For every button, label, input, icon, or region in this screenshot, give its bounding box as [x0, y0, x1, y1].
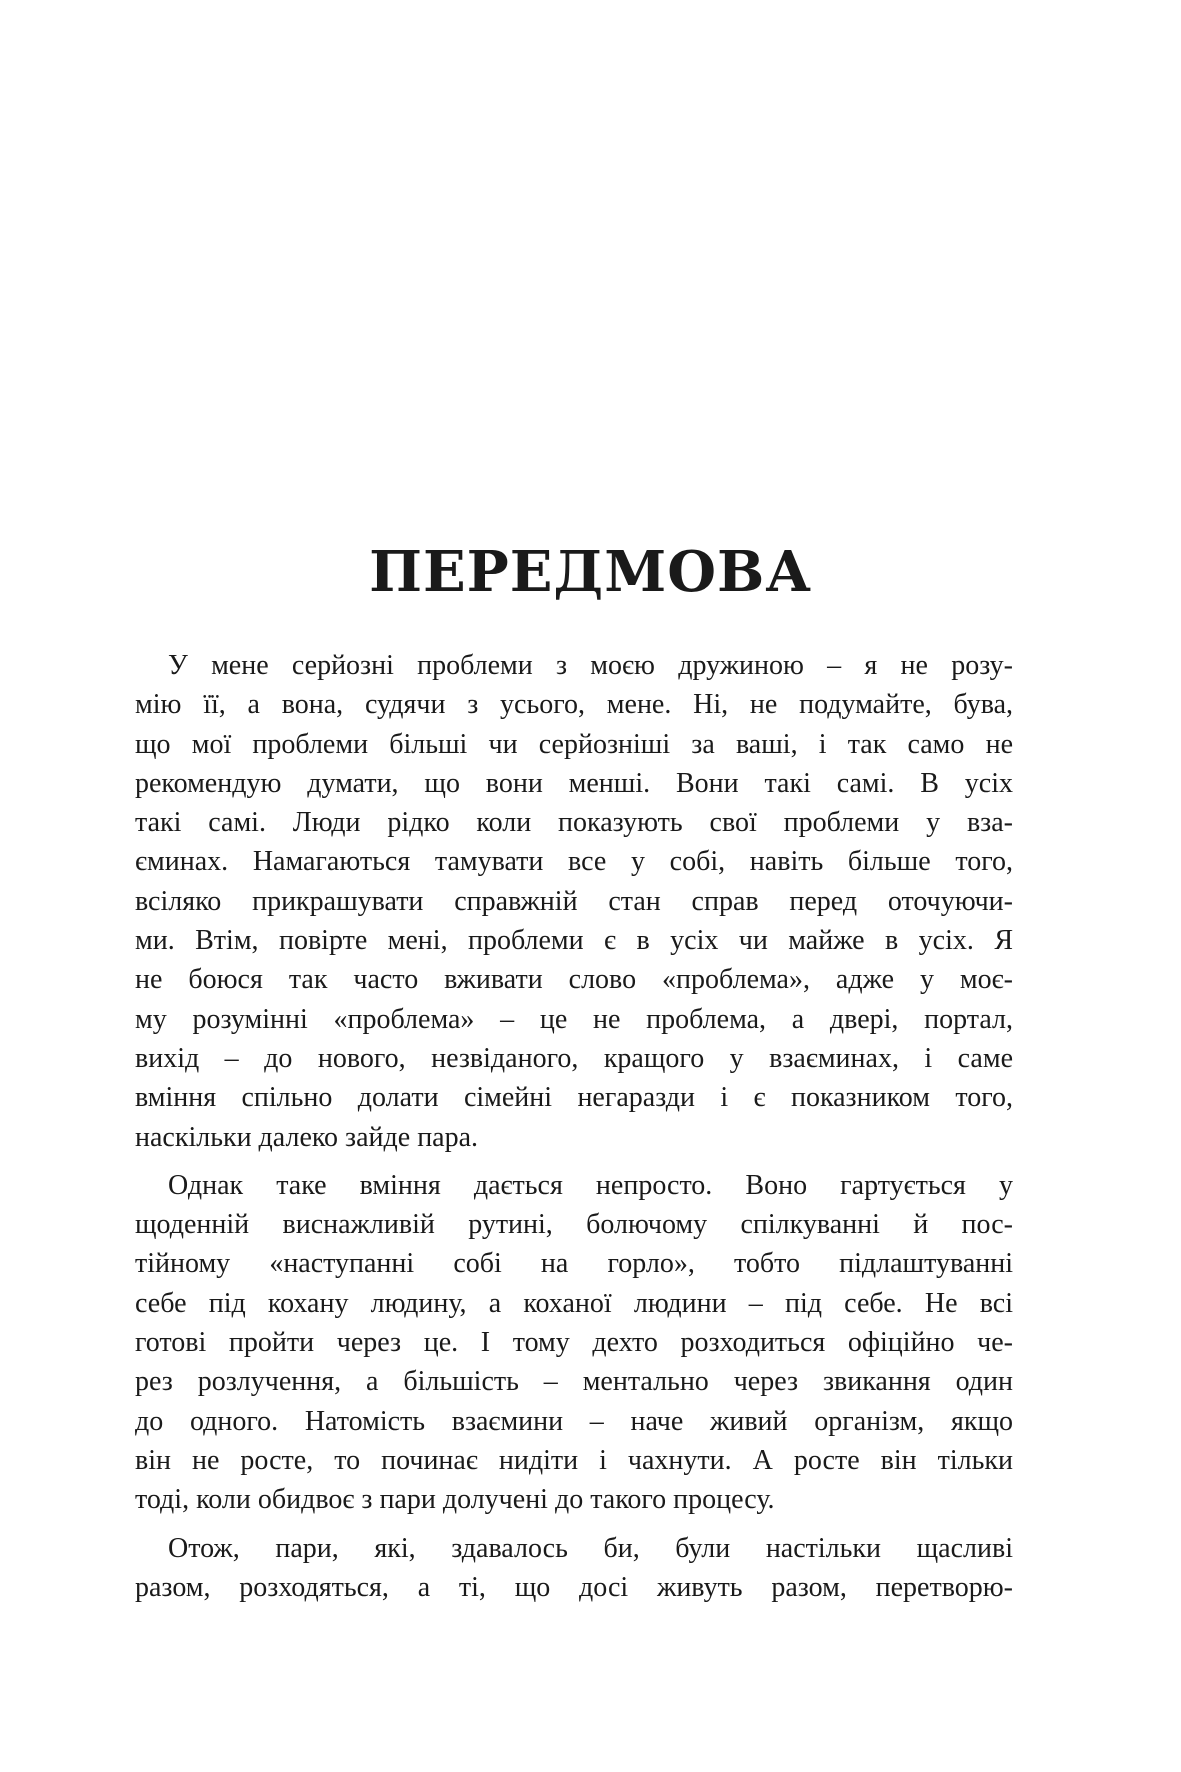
text-line: він не росте, то починає нидіти і чахнути. А росте він тільки: [135, 1444, 1013, 1476]
text-line: Отож, пари, які, здавалось би, були настільки щасливі: [168, 1532, 1013, 1564]
body-text: [135, 646, 1013, 1607]
text-line: ми. Втім, повірте мені, проблеми є в усіх чи майже в усіх. Я: [135, 925, 1013, 957]
text-line: єминах. Намагаються тамувати все у собі, навіть більше того,: [135, 846, 1013, 878]
text-line: Однак таке вміння дається непросто. Воно гартується у: [168, 1169, 1013, 1201]
text-line: му розумінні «проблема» – це не проблема, а двері, портал,: [135, 1003, 1013, 1035]
text-line: до одного. Натомість взаємини – наче живий організм, якщо: [135, 1405, 1013, 1437]
paragraph-1: [135, 646, 1013, 1157]
chapter-title: ПЕРЕДМОВА: [369, 539, 812, 605]
text-line: не боюся так часто вживати слово «проблема», адже у моє-: [135, 964, 1013, 996]
text-line: вихід – до нового, незвіданого, кращого у взаєминах, і саме: [135, 1042, 1013, 1074]
text-line: рез розлучення, а більшість – ментально через звикання один: [135, 1366, 1013, 1398]
text-line: разом, розходяться, а ті, що досі живуть разом, перетворю-: [135, 1571, 1013, 1603]
text-line: щоденній виснажливій рутині, болючому спілкуванні й пос-: [135, 1209, 1013, 1241]
text-line: тійному «наступанні собі на горло», тобто підлаштуванні: [135, 1248, 1013, 1280]
text-line: наскільки далеко зайде пара.: [135, 1121, 479, 1153]
text-line: всіляко прикрашувати справжній стан справ перед оточуючи-: [135, 885, 1013, 917]
text-line: готові пройти через це. І тому дехто розходиться офіційно че-: [135, 1327, 1013, 1359]
text-line: мію її, а вона, судячи з усього, мене. Ні, не подумайте, бува,: [135, 689, 1013, 721]
text-line: що мої проблеми більші чи серйозніші за ваші, і так само не: [135, 728, 1013, 760]
paragraph-3: [135, 1529, 1013, 1608]
text-line: рекомендую думати, що вони менші. Вони такі самі. В усіх: [135, 767, 1013, 799]
paragraph-2: [135, 1166, 1013, 1520]
text-line: тоді, коли обидвоє з пари долучені до такого процесу.: [135, 1484, 775, 1516]
text-line: вміння спільно долати сімейні негаразди і є показником того,: [135, 1082, 1013, 1114]
text-line: У мене серйозні проблеми з моєю дружиною – я не розу-: [168, 650, 1013, 681]
text-line: такі самі. Люди рідко коли показують свої проблеми у вза-: [135, 807, 1013, 839]
text-line: себе під кохану людину, а коханої людини – під себе. Не всі: [135, 1287, 1013, 1319]
